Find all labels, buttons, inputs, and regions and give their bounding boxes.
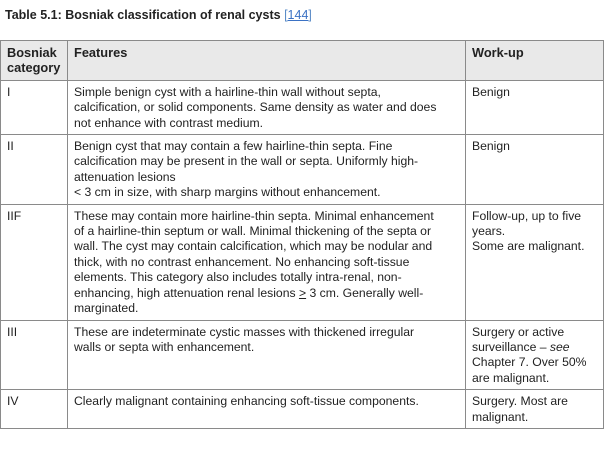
feature-line: These are indeterminate cystic masses with thickened irregular	[74, 324, 415, 339]
feature-line: Simple benign cyst with a hairline-thin wall without septa,	[74, 84, 381, 99]
reference-link-144[interactable]: 144	[287, 8, 309, 22]
feature-line: Clearly malignant containing enhancing soft-tissue components.	[74, 394, 419, 409]
table-row-category-iii	[1, 320, 604, 390]
feature-line	[74, 286, 460, 301]
feature-text: 3 cm. Generally well-	[306, 285, 424, 300]
workup-text: surveillance –	[472, 339, 550, 354]
bosniak-table	[0, 40, 604, 429]
cell-features	[68, 135, 466, 205]
feature-line: wall. The cyst may contain calcification, which may be nodular and	[74, 239, 433, 254]
feature-line: < 3 cm in size, with sharp margins without enhancement.	[74, 185, 381, 200]
workup-line: Surgery. Most are	[472, 394, 568, 409]
cell-category: I	[1, 80, 68, 134]
table-header-row	[1, 41, 604, 81]
header-features: Features	[68, 41, 466, 81]
cell-workup	[466, 320, 604, 390]
caption-title: Table 5.1: Bosniak classification of renal cysts	[5, 8, 281, 22]
workup-line: malignant.	[472, 409, 529, 424]
feature-line: of a hairline-thin septum or wall. Minimal thickening of the septa or	[74, 224, 431, 239]
cell-features	[68, 390, 466, 429]
table-row-category-i	[1, 80, 604, 134]
table-row-category-ii	[1, 135, 604, 205]
cell-category: IV	[1, 390, 68, 429]
workup-line: Benign	[472, 139, 510, 154]
workup-line	[472, 340, 598, 355]
feature-line: calcification may be present in the wall or septa. Uniformly high-	[74, 154, 419, 169]
cell-workup	[466, 204, 604, 320]
header-category	[1, 41, 68, 81]
greater-equal-symbol: >	[298, 285, 307, 300]
cell-workup	[466, 80, 604, 134]
cell-features	[68, 80, 466, 134]
workup-line: Surgery or active	[472, 324, 565, 339]
cell-workup	[466, 135, 604, 205]
workup-line: Some are malignant.	[472, 239, 585, 254]
feature-text: enhancing, high attenuation renal lesions	[74, 285, 299, 300]
table-caption	[5, 8, 312, 22]
feature-line: Benign cyst that may contain a few hairline-thin septa. Fine	[74, 139, 393, 154]
workup-line: Chapter 7. Over 50%	[472, 355, 587, 370]
caption-ref-open: [	[284, 8, 288, 22]
header-workup: Work-up	[466, 41, 604, 81]
table-row-category-iif	[1, 204, 604, 320]
header-category-line-2: category	[7, 60, 61, 76]
workup-line: Benign	[472, 84, 510, 99]
feature-line: These may contain more hairline-thin septa. Minimal enhancement	[74, 208, 434, 223]
cell-features	[68, 320, 466, 390]
workup-line: years.	[472, 224, 506, 239]
cell-category: II	[1, 135, 68, 205]
workup-line: Follow-up, up to five	[472, 208, 582, 223]
cell-category: IIF	[1, 204, 68, 320]
feature-line: calcification, or solid components. Same density as water and does	[74, 100, 437, 115]
feature-line: thick, with no contrast enhancement. No enhancing soft-tissue	[74, 254, 410, 269]
cell-features	[68, 204, 466, 320]
feature-line: walls or septa with enhancement.	[74, 339, 255, 354]
feature-line: marginated.	[74, 301, 139, 316]
cell-workup	[466, 390, 604, 429]
cell-category: III	[1, 320, 68, 390]
feature-line: attenuation lesions	[74, 169, 176, 184]
workup-line: are malignant.	[472, 370, 550, 385]
table-row-category-iv	[1, 390, 604, 429]
feature-line: not enhance with contrast medium.	[74, 115, 264, 130]
header-category-line-1: Bosniak	[7, 45, 57, 60]
workup-see-emphasis: see	[549, 339, 570, 354]
feature-line: elements. This category also includes totally intra-renal, non-	[74, 270, 402, 285]
caption-ref-close: ]	[308, 8, 312, 22]
